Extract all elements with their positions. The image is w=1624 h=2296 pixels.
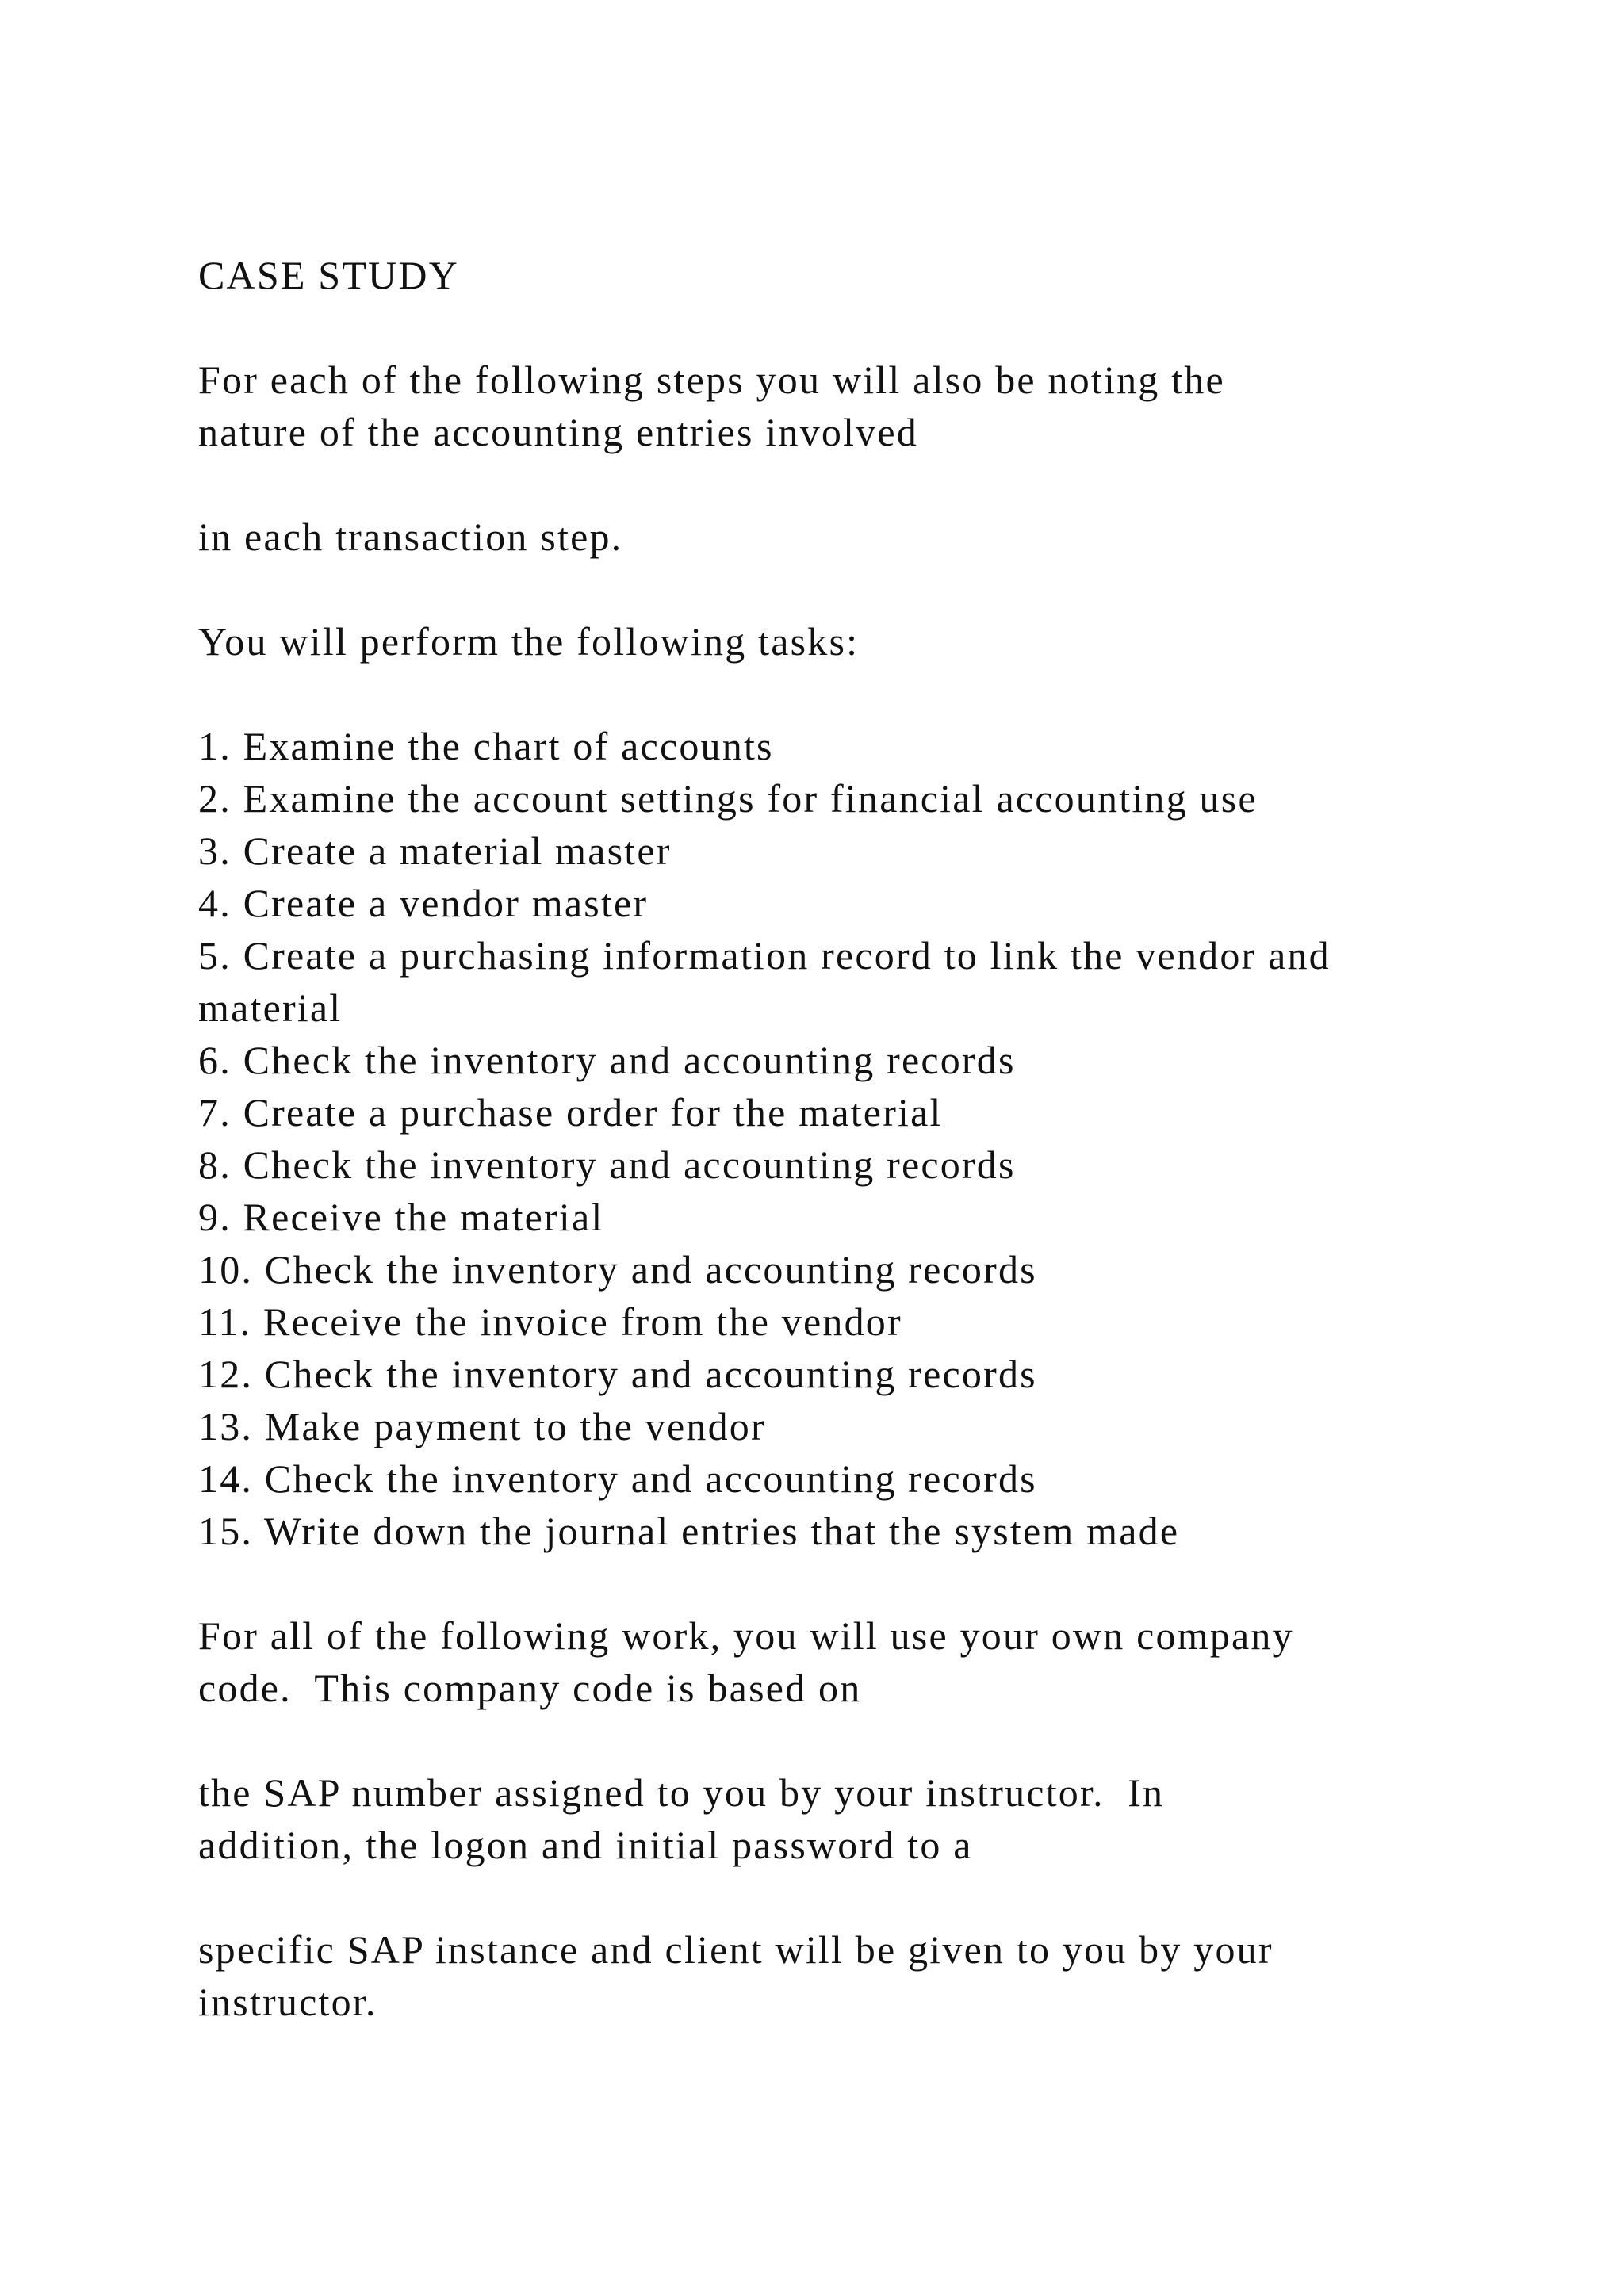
task-step-5-continuation: material: [198, 985, 343, 1030]
task-step-1: 1. Examine the chart of accounts: [198, 724, 774, 768]
spacer: [198, 1714, 1530, 1766]
paragraph-1-line-2: code. This company code is based on: [198, 1666, 862, 1710]
task-step-15: 15. Write down the journal entries that the system made: [198, 1509, 1180, 1553]
paragraph-2-line-2: addition, the logon and initial password to a: [198, 1823, 973, 1867]
task-step-3: 3. Create a material master: [198, 828, 672, 873]
task-step-8: 8. Check the inventory and accounting records: [198, 1142, 1016, 1187]
intro-continuation: in each transaction step.: [198, 515, 623, 559]
intro-line-1: For each of the following steps you will also be noting the: [198, 358, 1225, 402]
document-title: CASE STUDY: [198, 253, 459, 297]
task-step-5: 5. Create a purchasing information record to link the vendor and: [198, 933, 1331, 978]
task-step-11: 11. Receive the invoice from the vendor: [198, 1299, 902, 1344]
paragraph-3-line-1: specific SAP instance and client will be given to you by your: [198, 1927, 1274, 1972]
tasks-lead: You will perform the following tasks:: [198, 619, 860, 664]
task-step-4: 4. Create a vendor master: [198, 881, 649, 925]
spacer: [198, 1871, 1530, 1923]
paragraph-1-line-1: For all of the following work, you will use your own company: [198, 1613, 1294, 1658]
task-step-7: 7. Create a purchase order for the material: [198, 1090, 943, 1135]
task-step-2: 2. Examine the account settings for financial accounting use: [198, 776, 1258, 821]
spacer: [198, 563, 1530, 615]
intro-line-2: nature of the accounting entries involved: [198, 410, 918, 454]
spacer: [198, 458, 1530, 511]
task-step-12: 12. Check the inventory and accounting records: [198, 1352, 1037, 1396]
spacer: [198, 668, 1530, 720]
task-list: [198, 720, 1530, 1557]
document-body: [198, 249, 1530, 2028]
task-step-10: 10. Check the inventory and accounting records: [198, 1247, 1037, 1292]
paragraph-2-line-1: the SAP number assigned to you by your instructor. In: [198, 1770, 1165, 1815]
task-step-14: 14. Check the inventory and accounting records: [198, 1456, 1037, 1501]
task-step-9: 9. Receive the material: [198, 1195, 604, 1239]
task-step-13: 13. Make payment to the vendor: [198, 1404, 766, 1448]
spacer: [198, 301, 1530, 354]
spacer: [198, 1557, 1530, 1609]
paragraph-3-line-2: instructor.: [198, 1980, 377, 2024]
task-step-6: 6. Check the inventory and accounting records: [198, 1038, 1016, 1082]
